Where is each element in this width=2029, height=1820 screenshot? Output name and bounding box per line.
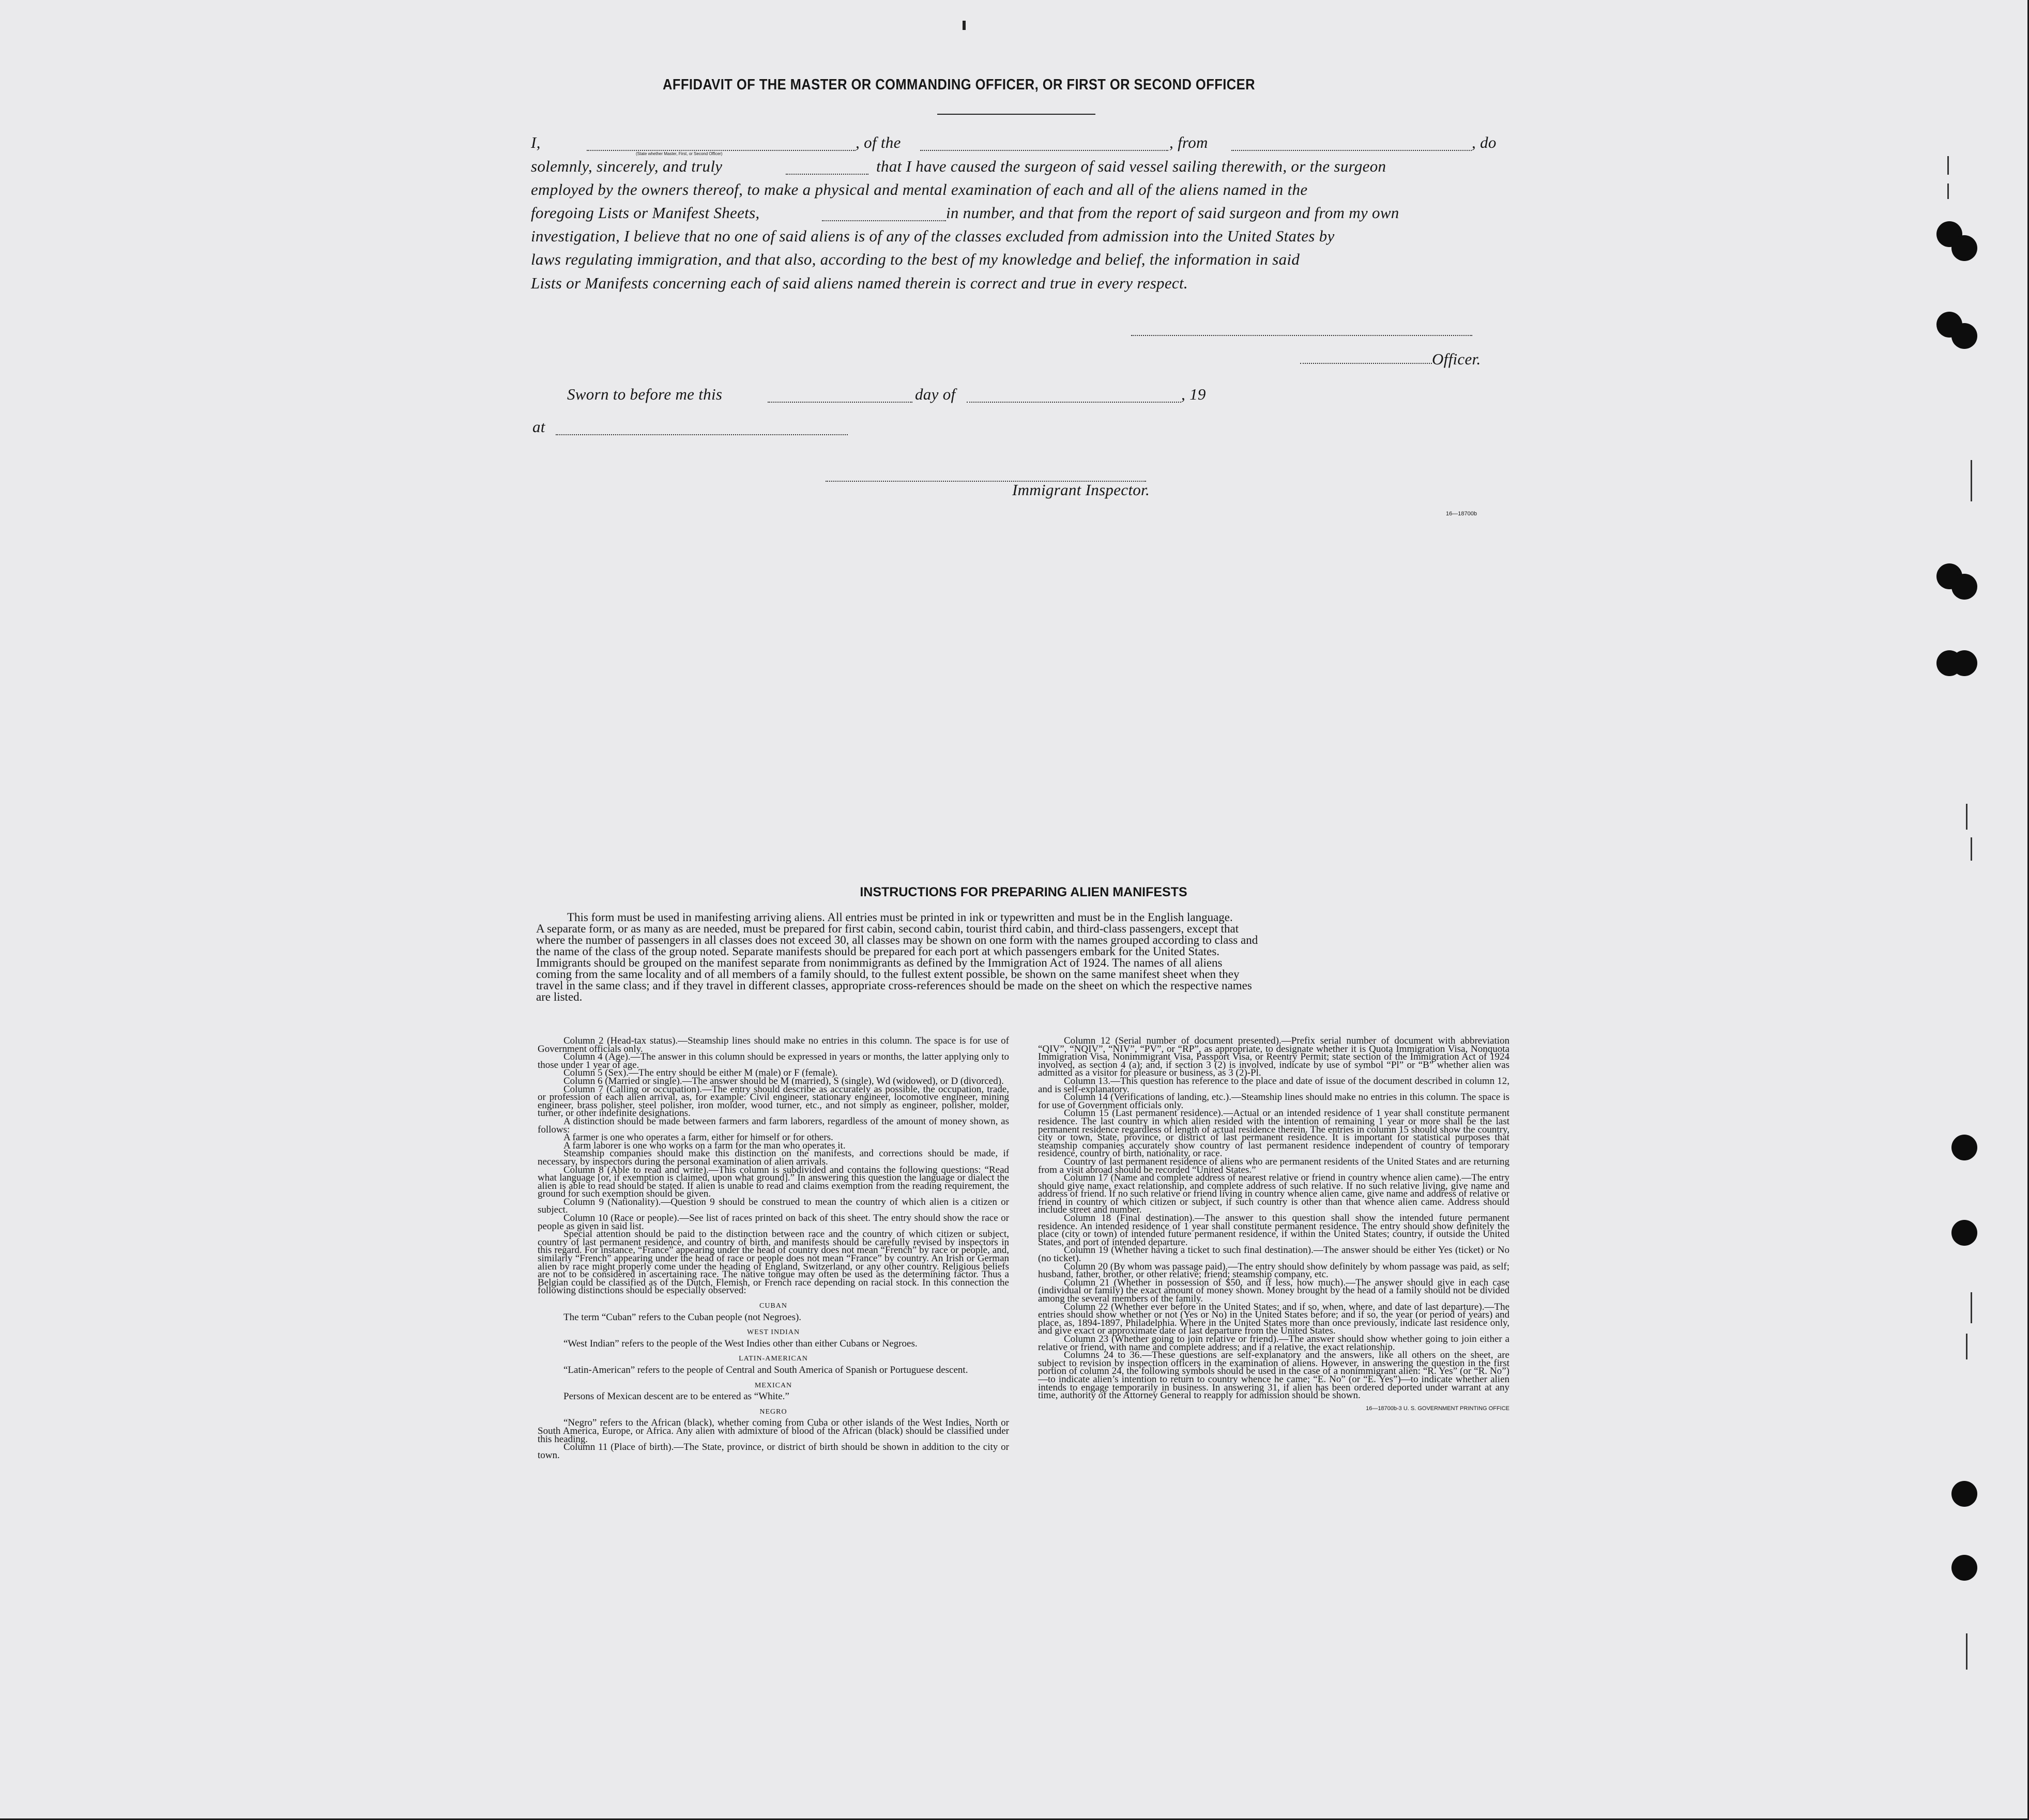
oath-blank[interactable] [786,174,868,175]
left-paragraph: Steamship companies should make this distinction on the manifests, and corrections should be made, if necessary, by inspectors during the personal examination of alien arrivals. [538,1148,1009,1167]
intro-line: Immigrants should be grouped on the manifest separate from nonimmigrants as defined by the Immigration Act of 1924. The names of all aliens [536,956,1223,969]
heading-negro: NEGRO [759,1408,787,1416]
affidavit-line2a: solemnly, sincerely, and truly [531,157,723,175]
binding-hole [1951,1135,1977,1160]
edge-mark [1947,183,1949,199]
officer-label: Officer. [1432,350,1481,368]
sheet-count-blank[interactable] [822,220,946,221]
mexican-text: Persons of Mexican descent are to be entered as “White.” [563,1391,789,1402]
at-text: at [532,418,545,436]
binding-hole [1951,1481,1977,1507]
officer-blank[interactable] [1300,363,1432,364]
instructions-title: INSTRUCTIONS FOR PREPARING ALIEN MANIFESTS [860,885,1187,899]
heading-mexican: MEXICAN [754,1381,792,1389]
affidavit-of-the: , of the [856,133,901,151]
intro-line: A separate form, or as many as are needed, must be prepared for first cabin, second cabin, tourist third cabin, and third-class passengers, except that [536,922,1239,935]
binding-hole [1951,574,1977,600]
intro-line: This form must be used in manifesting arriving aliens. All entries must be printed in ink or typewritten and must be in the English language. [567,911,1233,924]
left-paragraph: A farm laborer is one who works on a farm for the man who operates it. [563,1140,846,1151]
right-paragraph: Column 12 (Serial number of document presented).—Prefix serial number of document with abbreviation “QIV”, “NQIV”, “NIV”, “PV”, or “RP”, as appropriate, to designate whether it is Quota Immigration Visa, Nonquota Immigration Visa, Nonimmigrant Visa, Passport Visa, or Reentry Permit; state section of the Immigration Act of 1924 involved, as section 4 (a); and, if section 3 (2) is involved, indicate by use of symbol “Pl” or “B” whether alien was admitted as a visitor for pleasure or business, as 3 (2)-Pl. [1038,1035,1509,1079]
heading-cuban: CUBAN [759,1302,787,1310]
edge-mark [1971,837,1972,861]
left-paragraph: A distinction should be made between farmers and farm laborers, regardless of the amount of money shown, as follows: [538,1115,1009,1135]
affidavit-line6: laws regulating immigration, and that also, according to the best of my knowledge and belief, the information in said [531,250,1300,268]
right-paragraph: Column 22 (Whether ever before in the United States; and if so, when, where, and date of last departure).—The entries should show whether or not (Yes or No) in the United States before; and if so, the year (or period of years) and place, as, 1894-1897, Philadelphia. Where in the United States more than once previously, indicate last residence only, and give exact or approximate date of last departure from the United States. [1038,1301,1509,1337]
heading-latin-american: LATIN-AMERICAN [739,1355,808,1363]
heading-west-indian: WEST INDIAN [746,1328,800,1337]
instructions-left-column [538,1037,1009,1459]
right-paragraph: Country of last permanent residence of aliens who are permanent residents of the United States and are returning from a visit abroad should be recorded “United States.” [1038,1156,1509,1175]
latin-american-text: “Latin-American” refers to the people of Central and South America of Spanish or Portuguese descent. [563,1364,968,1375]
edge-mark [1966,804,1967,830]
intro-line: coming from the same locality and of all members of a family should, to the fullest extent possible, be shown on the same manifest sheet when they [536,968,1240,981]
affidavit-line4a: foregoing Lists or Manifest Sheets, [531,204,760,222]
at-blank[interactable] [556,434,848,435]
left-paragraph: A farmer is one who operates a farm, either for himself or for others. [563,1132,833,1143]
affidavit-title: AFFIDAVIT OF THE MASTER OR COMMANDING OFFICER, OR FIRST OR SECOND OFFICER [662,77,1255,93]
affidavit-line1-i: I, [531,133,541,151]
title-underline [937,114,1095,115]
edge-mark [1971,460,1972,501]
right-paragraph: Columns 24 to 36.—These questions are self-explanatory and the answers, like all others on the sheet, are subject to revision by inspection officers in the examination of aliens. However, in answering the question in the first portion of column 24, the following symbols should be used in the case of a nonimmigrant alien: “R. Yes” (or “R. No”)—to indicate alien’s intention to return to country whence he came; “E. No” (or “E. Yes”)—to indicate whether alien intends to engage temporarily in business. In answering 31, if alien has been ordered deported under warrant at any time, authority of the Attorney General to reapply for admission should be shown. [1038,1350,1509,1401]
left-paragraph: Special attention should be paid to the distinction between race and the country of which citizen or subject, country of last permanent residence, and country of birth, and manifests should be carefully revised by inspectors in this regard. For instance, “France” appearing under the head of country does not mean “French” by race or people, and, similarly “French” appearing under the head of race or people does not mean “France” by country. An Irish or German alien by race might properly come under the heading of England, Switzerland, or any other country. Religious beliefs are not to be considered in ascertaining race. The native tongue may often be used as the determining factor. Thus a Belgian could be classified as of the Dutch, Flemish, or French race depending on racial stock. In this connection the following distinctions should be especially observed: [538,1229,1009,1296]
day-of-text: day of [915,385,956,403]
form-number: 16—18700b [1446,511,1477,517]
left-paragraph: Column 8 (Able to read and write).—This column is subdivided and contains the following questions: “Read what language [or, if exemption is claimed, upon what ground].” In answering this question the language or dialect the alien is able to read should be stated. If alien is unable to read and claims exemption from the reading requirement, the ground for such exemption should be given. [538,1164,1009,1200]
affidavit-do: , do [1472,133,1497,151]
right-paragraph: Column 14 (Verifications of landing, etc.).—Steamship lines should make no entries in this column. The space is for use of Government officials only. [1038,1092,1509,1111]
left-paragraph: Column 10 (Race or people).—See list of races printed on back of this sheet. The entry should show the race or people as given in said list. [538,1213,1009,1232]
right-paragraph: Column 15 (Last permanent residence).—Actual or an intended residence of 1 year shall constitute permanent residence. The last country in which alien resided with the intention of remaining 1 year or more shall be the last permanent residence regardless of length of actual residence therein. The entries in column 15 should show the country, city or town, State, province, or district of last permanent residence. It is important for statistical purposes that steamship companies accurately show country of last permanent residence independent of country of temporary residence, country of birth, nationality, or race. [1038,1108,1509,1159]
binding-hole [1951,1555,1977,1581]
affidavit-line2b: that I have caused the surgeon of said vessel sailing therewith, or the surgeon [876,157,1386,175]
port-blank[interactable] [1231,150,1472,151]
left-paragraph: Column 2 (Head-tax status).—Steamship lines should make no entries in this column. The space is for use of Government officials only. [538,1035,1009,1054]
sworn-day-blank[interactable] [768,402,912,403]
sworn-text: Sworn to before me this [567,385,723,403]
left-paragraph: Column 7 (Calling or occupation).—The entry should describe as accurately as possible, the occupation, trade, or profession of each alien arrival, as, for example: Civil engineer, stationary engineer, locomotive engineer, mining engineer, brass polisher, steel polisher, iron molder, wood turner, etc., and not simply as engineer, polisher, molder, turner, or other indefinite designations. [538,1083,1009,1119]
affidavit-line3: employed by the owners thereof, to make a physical and mental examination of each and all of the aliens named in the [531,180,1308,198]
state-whether-note: (State whether Master, First, or Second Officer) [636,151,723,156]
instructions-intro [536,912,1509,1003]
affidavit-line4b: in number, and that from the report of said surgeon and from my own [946,204,1399,222]
affidavit-line7: Lists or Manifests concerning each of said aliens named therein is correct and true in every respect. [531,274,1188,292]
intro-line: travel in the same class; and if they travel in different classes, appropriate cross-references should be made on the sheet on which the respective names [536,979,1252,992]
right-paragraph: Column 23 (Whether going to join relative or friend).—The answer should show whether going to join either a relative or friend, with name and complete address; and if a relative, the exact relationship. [1038,1333,1509,1353]
right-paragraph: Column 20 (By whom was passage paid).—The entry should show definitely by whom passage was paid, as self; husband, father, brother, or other relative; friend; steamship company, etc. [1038,1261,1509,1280]
right-paragraph: Column 18 (Final destination).—The answer to this question shall show the intended future permanent residence. An intended residence of 1 year shall constitute permanent residence. The entry should show definitely the place (city or town) of intended future permanent residence, if within the United States; country, if outside the United States, and port of intended departure. [1038,1213,1509,1248]
right-paragraph: Column 13.—This question has reference to the place and date of issue of the document described in column 12, and is self-explanatory. [1038,1075,1509,1095]
right-paragraph: Column 19 (Whether having a ticket to such final destination).—The answer should be either Yes (ticket) or No (no ticket). [1038,1245,1509,1264]
instructions-right-column [1038,1037,1509,1413]
affidavit-from: , from [1169,133,1208,151]
affidavit-line5: investigation, I believe that no one of said aliens is of any of the classes excluded from admission into the United States by [531,227,1335,245]
edge-mark [1966,1334,1967,1359]
inspector-label: Immigrant Inspector. [1012,481,1150,499]
edge-mark [1971,1292,1972,1323]
left-paragraph: Column 5 (Sex).—The entry should be either M (male) or F (female). [563,1067,838,1079]
column11-text: Column 11 (Place of birth).—The State, province, or district of birth should be shown in addition to the city or town. [538,1442,1009,1461]
binding-hole [1951,235,1977,261]
intro-line: where the number of passengers in all classes does not exceed 30, all classes may be shown on one form with the names grouped according to class and [536,934,1258,946]
cuban-text: The term “Cuban” refers to the Cuban people (not Negroes). [563,1311,802,1323]
footer-printing-office: 16—18700b-3 U. S. GOVERNMENT PRINTING OFFICE [1366,1405,1509,1412]
left-paragraph: Column 6 (Married or single).—The answer should be M (married), S (single), Wd (widowed), or D (divorced). [563,1075,1004,1087]
binding-hole [1951,650,1977,676]
vessel-blank[interactable] [920,150,1168,151]
edge-mark [1966,1633,1967,1670]
negro-text: “Negro” refers to the African (black), whether coming from Cuba or other islands of the West Indies, North or South America, Europe, or Africa. Any alien with admixture of blood of the African (black) should be classified under this heading. [538,1417,1009,1445]
right-paragraph: Column 21 (Whether in possession of $50, and if less, how much).—The answer should give in each case (individual or family) the exact amount of money shown. Money brought by the head of a family should not be divided among the several members of the family. [1038,1277,1509,1304]
officer-rank-blank[interactable] [587,150,856,151]
year-text: , 19 [1181,385,1206,403]
west-indian-text: “West Indian” refers to the people of the West Indies other than either Cubans or Negroes. [563,1338,918,1349]
left-paragraph: Column 9 (Nationality).—Question 9 should be construed to mean the country of which alien is a citizen or subject. [538,1196,1009,1216]
intro-line: are listed. [536,990,583,1003]
top-mark [963,21,966,30]
sworn-month-blank[interactable] [967,402,1181,403]
intro-line: the name of the class of the group noted. Separate manifests should be prepared for each port at which passengers embark for the United States. [536,945,1220,958]
binding-hole [1951,1220,1977,1246]
signature-line[interactable] [1131,335,1472,336]
left-paragraph: Column 4 (Age).—The answer in this column should be expressed in years or months, the latter applying only to those under 1 year of age. [538,1051,1009,1070]
binding-hole [1951,323,1977,349]
right-paragraph: Column 17 (Name and complete address of nearest relative or friend in country whence alien came).—The entry should give name, exact relationship, and complete address of such relative. If no such relative living, give name and address of friend. If no such relative or friend living in country whence alien came, give name and address of relative or friend in country of which citizen or subject, if such country is other than that whence alien came. Address should include street and number. [1038,1172,1509,1216]
edge-mark [1947,156,1949,175]
